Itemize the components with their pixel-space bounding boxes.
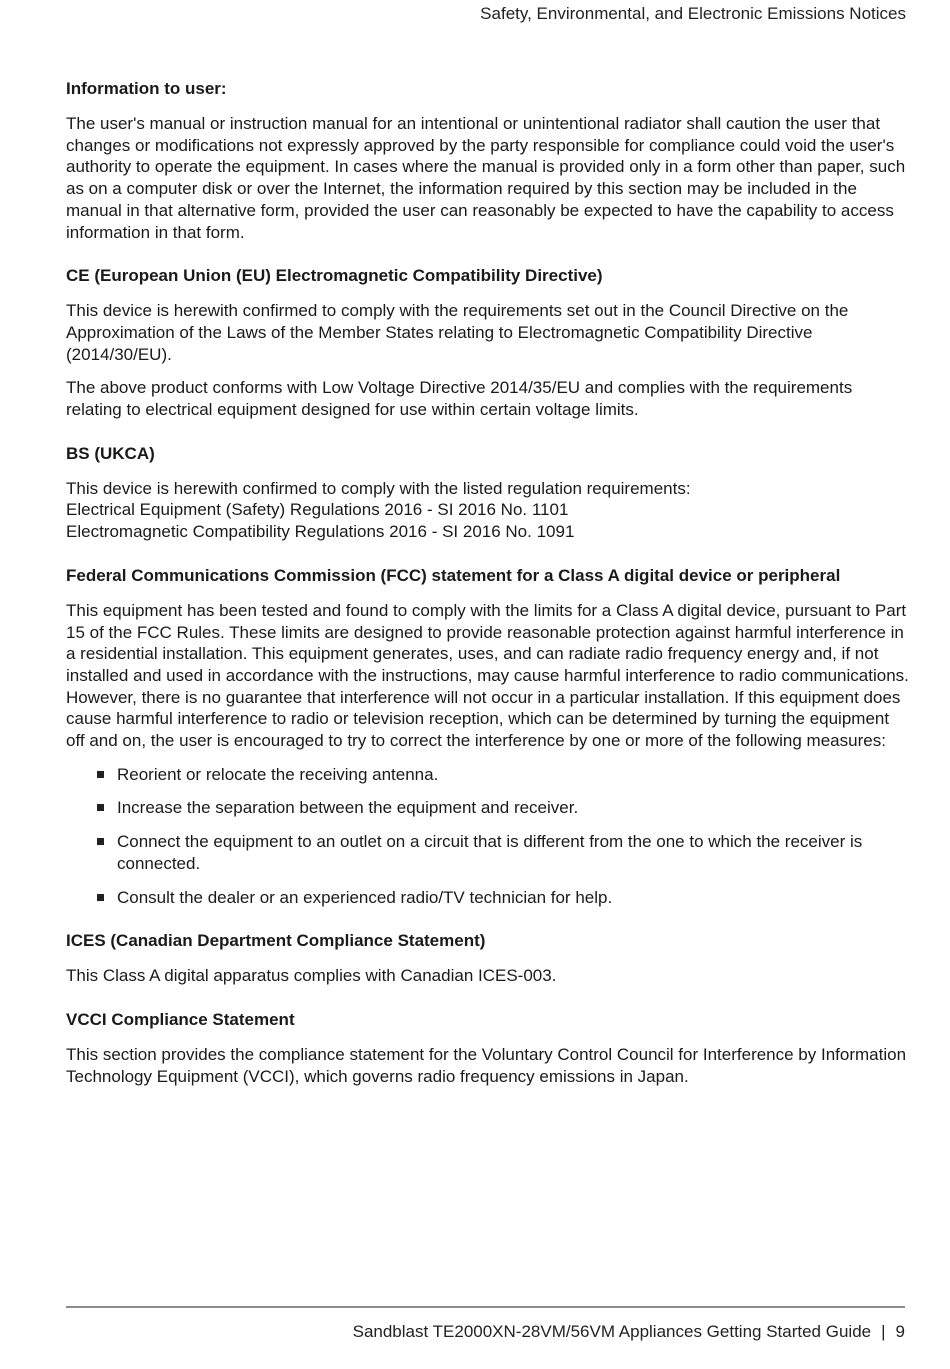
list-item	[66, 797, 912, 819]
list-item	[66, 764, 912, 786]
page-number: 9	[895, 1322, 905, 1341]
paragraph: This equipment has been tested and found to comply with the limits for a Class A digital device, pursuant to Part 15 of the FCC Rules. These limits are designed to provide reasonable protection against harmful interference in a residential installation. This equipment generates, uses, and can radiate radio frequency energy and, if not installed and used in accordance with the instructions, may cause harmful interference to radio communications. However, there is no guarantee that interference will not occur in a particular installation. If this equipment does cause harmful interference to radio or television reception, which can be determined by turning the equipment off and on, the user is encouraged to try to correct the interference by one or more of the following measures:	[66, 600, 909, 751]
paragraph: The user's manual or instruction manual for an intentional or unintentional radiator shall caution the user that changes or modifications not expressly approved by the party responsible for compliance could void the user's authority to operate the equipment. In cases where the manual is provided only in a form other than paper, such as on a computer disk or over the Internet, the information required by this section may be included in the manual in that alternative form, provided the user can reasonably be expected to have the capability to access information in that form.	[66, 114, 906, 242]
footer-separator: |	[881, 1322, 886, 1341]
square-bullet-icon	[97, 894, 104, 901]
page-footer	[353, 1322, 905, 1342]
list-item-text: Reorient or relocate the receiving antenna.	[117, 764, 439, 784]
paragraph: The above product conforms with Low Voltage Directive 2014/35/EU and complies with the requirements relating to electrical equipment designed for use within certain voltage limits.	[66, 378, 853, 420]
section-information-to-user	[66, 78, 912, 243]
list-item	[66, 831, 912, 874]
measures-list	[66, 764, 912, 909]
section-fcc	[66, 565, 912, 908]
square-bullet-icon	[97, 838, 104, 845]
list-item	[66, 887, 912, 909]
square-bullet-icon	[97, 771, 104, 778]
list-item-text: Increase the separation between the equipment and receiver.	[117, 798, 579, 818]
document-body	[66, 78, 912, 1109]
regulation-line: Electrical Equipment (Safety) Regulations 2016 - SI 2016 No. 1101	[66, 500, 569, 520]
regulation-line: Electromagnetic Compatibility Regulations 2016 - SI 2016 No. 1091	[66, 522, 575, 542]
paragraph: This Class A digital apparatus complies with Canadian ICES-003.	[66, 966, 557, 986]
square-bullet-icon	[97, 804, 104, 811]
section-heading: Federal Communications Commission (FCC) statement for a Class A digital device or peripheral	[66, 565, 841, 585]
section-heading: Information to user:	[66, 79, 227, 98]
section-heading: CE (European Union (EU) Electromagnetic Compatibility Directive)	[66, 266, 603, 286]
list-item-text: Consult the dealer or an experienced radio/TV technician for help.	[117, 887, 613, 907]
paragraph: This section provides the compliance statement for the Voluntary Control Council for Interference by Information Technology Equipment (VCCI), which governs radio frequency emissions in Japan.	[66, 1044, 907, 1086]
section-ices	[66, 930, 912, 987]
section-heading: VCCI Compliance Statement	[66, 1009, 295, 1029]
section-heading: BS (UKCA)	[66, 443, 155, 463]
section-ukca	[66, 443, 912, 543]
section-vcci	[66, 1009, 912, 1087]
running-header: Safety, Environmental, and Electronic Emissions Notices	[480, 4, 906, 23]
regulation-block	[66, 478, 912, 543]
regulation-line: This device is herewith confirmed to comply with the listed regulation requirements:	[66, 478, 691, 498]
section-ce	[66, 265, 912, 421]
section-heading: ICES (Canadian Department Compliance Statement)	[66, 931, 486, 951]
list-item-text: Connect the equipment to an outlet on a circuit that is different from the one to which the receiver is connected.	[117, 832, 863, 873]
footer-divider	[66, 1306, 905, 1308]
paragraph: This device is herewith confirmed to comply with the requirements set out in the Council Directive on the Approximation of the Laws of the Member States relating to Electromagnetic Compatibility Directive (2014/30/EU).	[66, 301, 849, 364]
footer-guide-title: Sandblast TE2000XN-28VM/56VM Appliances Getting Started Guide	[352, 1322, 872, 1341]
